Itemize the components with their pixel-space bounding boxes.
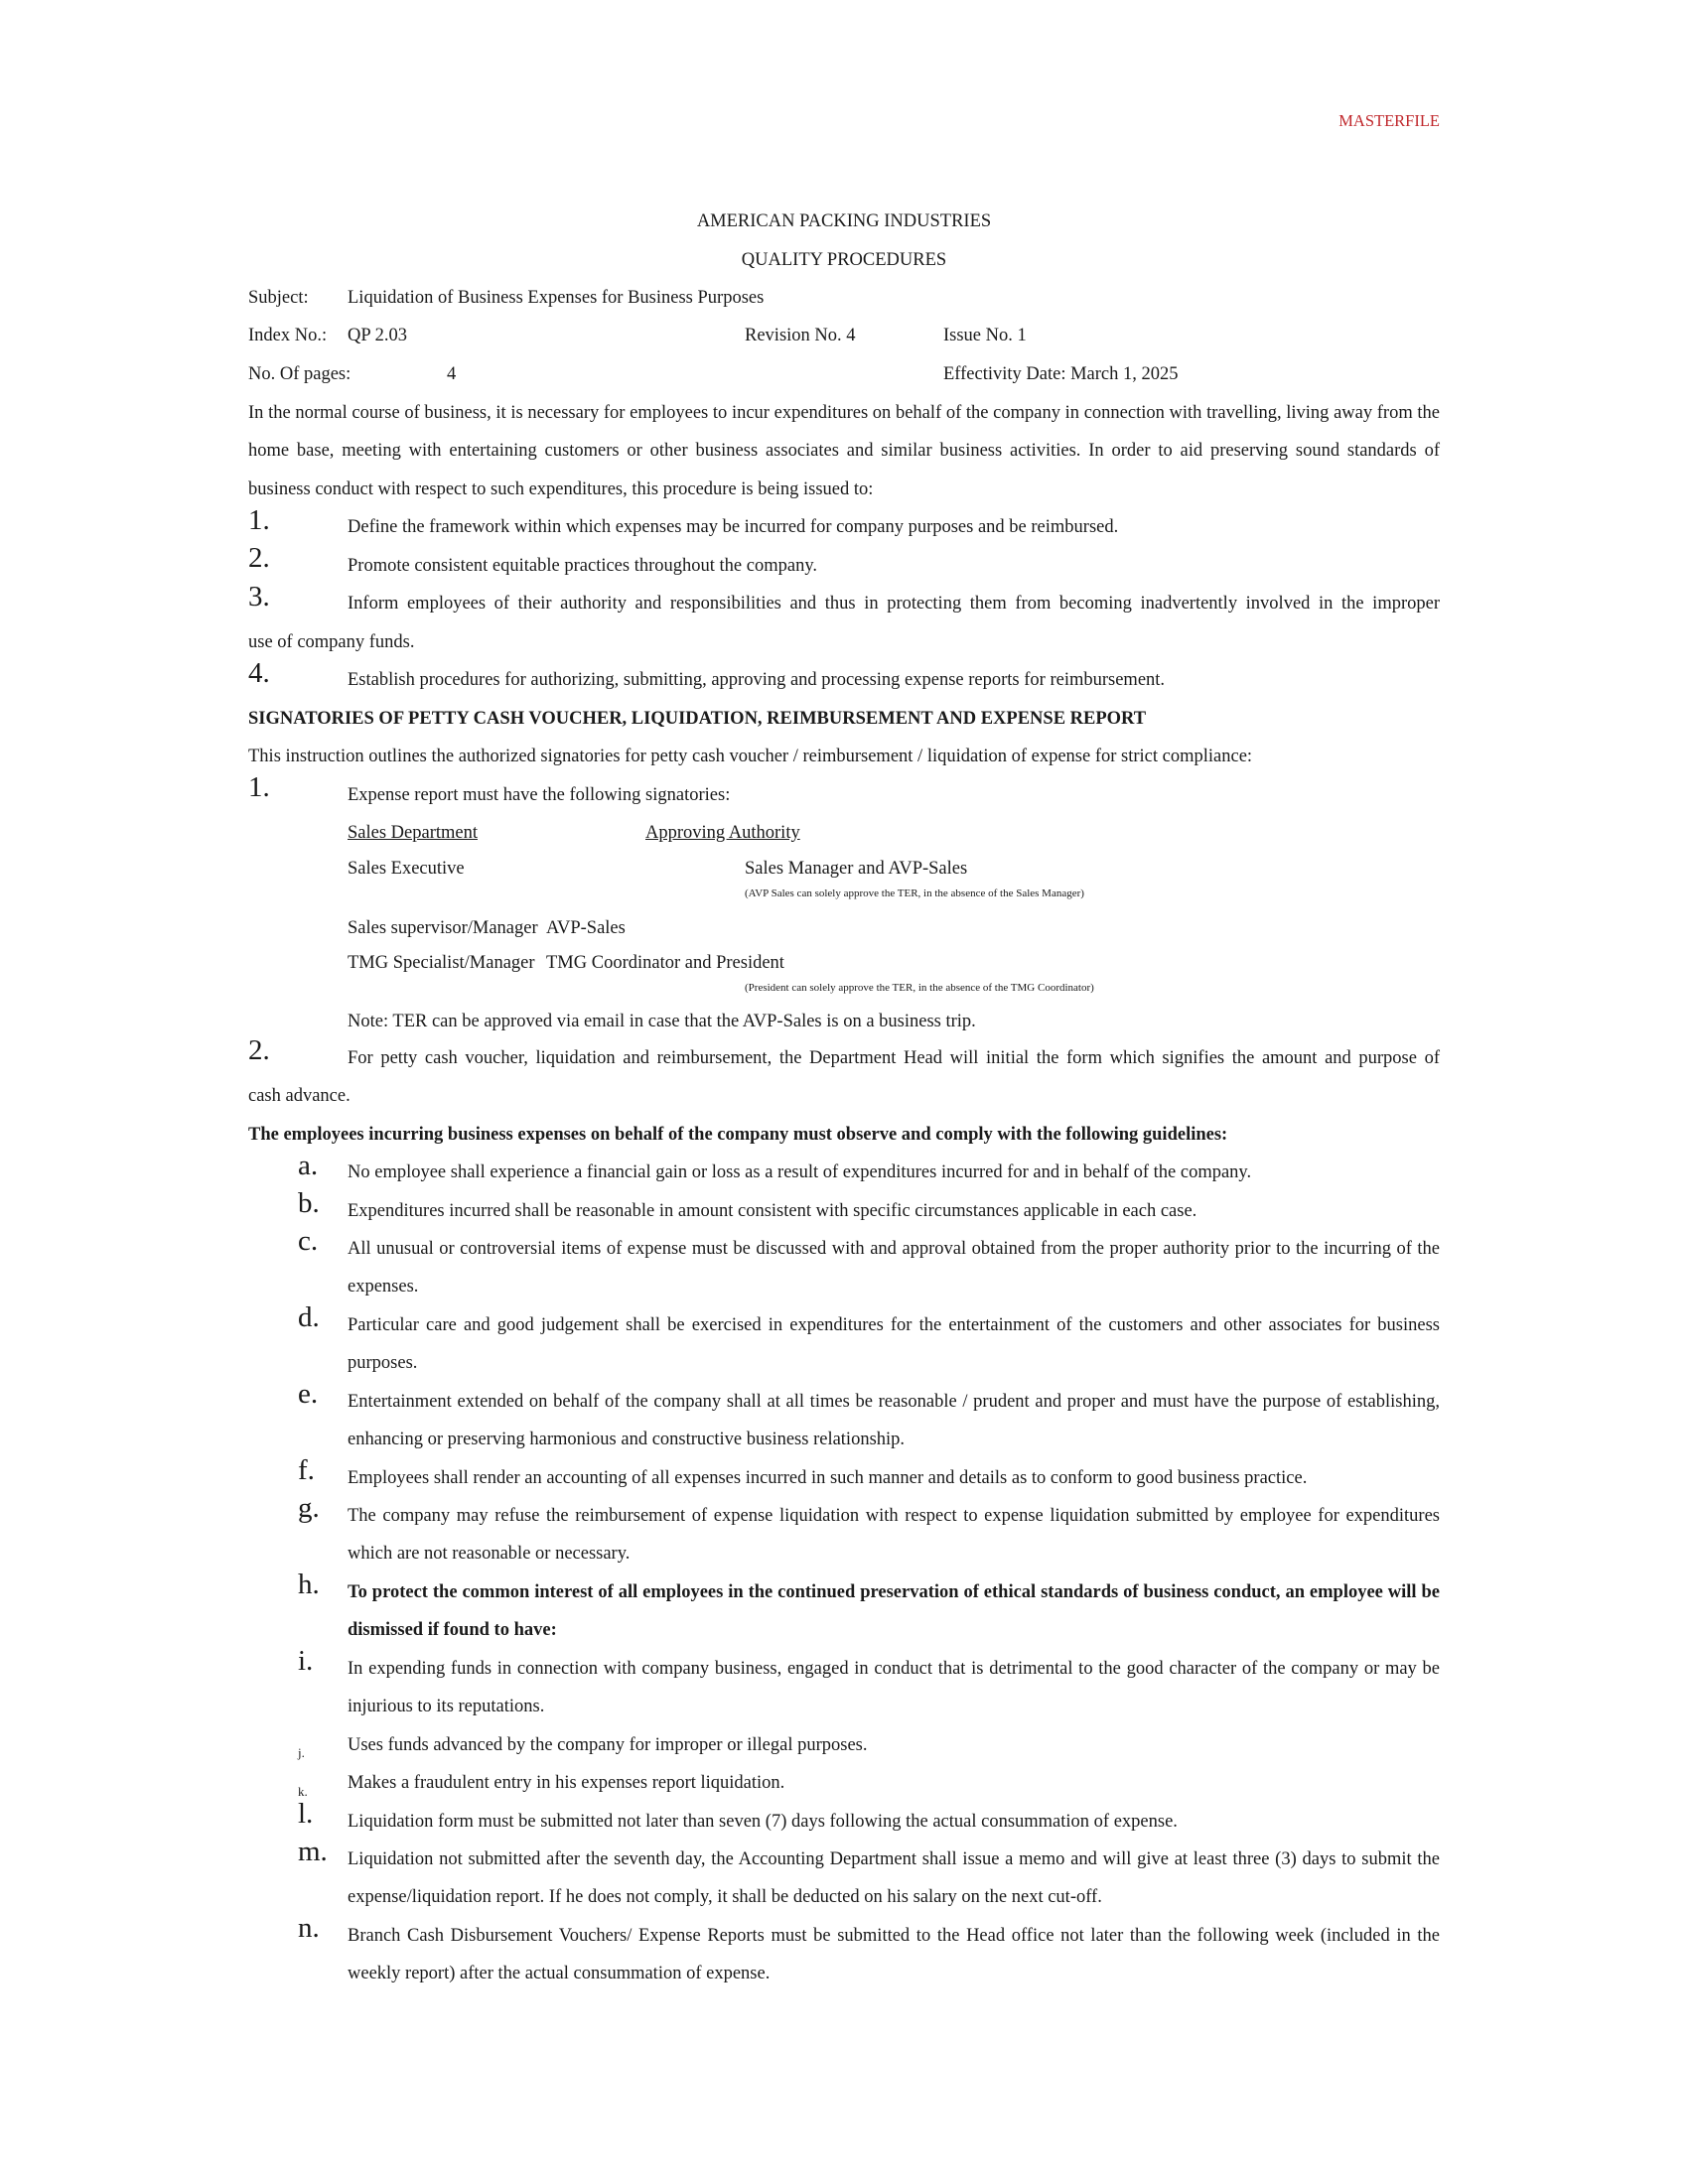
document-type: QUALITY PROCEDURES <box>741 250 947 270</box>
guideline-text: Liquidation form must be submitted not later than seven (7) days following the actual consummation of expense. <box>348 1812 1178 1832</box>
masterfile-label: MASTERFILE <box>1338 111 1440 130</box>
guideline-letter: d. <box>298 1301 320 1333</box>
index-value: QP 2.03 <box>348 326 407 345</box>
subject-label: Subject: <box>248 288 309 308</box>
guideline-letter: m. <box>298 1836 328 1867</box>
revision-number: Revision No. 4 <box>745 326 856 345</box>
signatory-department: Sales supervisor/Manager <box>348 918 538 938</box>
guideline-text: Entertainment extended on behalf of the company shall at all times be reasonable / prudent and proper and must have the purpose of establishing, enhancing or preserving harmonious and constructive business relationship. <box>348 1392 1440 1450</box>
guideline-letter: g. <box>298 1492 320 1524</box>
signatory-number: 2. <box>248 1034 270 1066</box>
guideline-text: Particular care and good judgement shall be exercised in expenditures for the entertainment of the customers and other associates for business purposes. <box>348 1315 1440 1374</box>
intro-paragraph: In the normal course of business, it is necessary for employees to incur expenditures on behalf of the company in connection with travelling, living away from the home base, meeting with entertaining customers or other business associates and similar business activities. In order to aid preserving sound standards of business conduct with respect to such expenditures, this procedure is being issued to: <box>248 403 1440 499</box>
purpose-text: Define the framework within which expenses may be incurred for company purposes and be reimbursed. <box>348 517 1119 537</box>
guideline-text: The company may refuse the reimbursement of expense liquidation with respect to expense liquidation submitted by employee for expenditures which are not reasonable or necessary. <box>348 1506 1440 1565</box>
signatories-intro: This instruction outlines the authorized signatories for petty cash voucher / reimbursement / liquidation of expense for strict compliance: <box>248 747 1253 766</box>
signatory-text-continued: cash advance. <box>248 1086 351 1106</box>
subject-value: Liquidation of Business Expenses for Business Purposes <box>348 288 765 308</box>
pages-value: 4 <box>447 364 457 384</box>
guideline-letter: a. <box>298 1150 319 1181</box>
signatory-text: For petty cash voucher, liquidation and reimbursement, the Department Head will initial the form which signifies the amount and purpose of <box>348 1048 1440 1068</box>
guideline-text: Expenditures incurred shall be reasonable in amount consistent with specific circumstances applicable in each case. <box>348 1201 1197 1221</box>
guidelines-heading: The employees incurring business expenses on behalf of the company must observe and comply with the following guidelines: <box>248 1125 1228 1145</box>
issue-number: Issue No. 1 <box>943 326 1027 345</box>
company-name: AMERICAN PACKING INDUSTRIES <box>696 211 992 231</box>
guideline-letter: n. <box>298 1912 320 1944</box>
guideline-text: All unusual or controversial items of expense must be discussed with and approval obtained from the proper authority prior to the incurring of the expenses. <box>348 1239 1440 1297</box>
purpose-text: Establish procedures for authorizing, submitting, approving and processing expense reports for reimbursement. <box>348 670 1166 690</box>
guideline-text: To protect the common interest of all employees in the continued preservation of ethical standards of business conduct, an employee will be dismissed if found to have: <box>348 1582 1440 1641</box>
signatory-authority: AVP-Sales <box>546 918 626 938</box>
guideline-letter: l. <box>298 1798 314 1830</box>
guideline-text: Branch Cash Disbursement Vouchers/ Expense Reports must be submitted to the Head office not later than the following week (included in the weekly report) after the actual consummation of expense. <box>348 1926 1440 1984</box>
guideline-letter: f. <box>298 1454 315 1486</box>
guideline-letter: h. <box>298 1569 320 1600</box>
guideline-text: Uses funds advanced by the company for improper or illegal purposes. <box>348 1735 868 1755</box>
guideline-letter: i. <box>298 1645 314 1677</box>
guideline-letter: j. <box>298 1745 305 1760</box>
purpose-text: Promote consistent equitable practices throughout the company. <box>348 556 817 576</box>
signatories-heading: SIGNATORIES OF PETTY CASH VOUCHER, LIQUIDATION, REIMBURSEMENT AND EXPENSE REPORT <box>248 709 1147 729</box>
signatory-department: Sales Executive <box>348 859 465 879</box>
signatory-department: TMG Specialist/Manager <box>348 953 535 973</box>
index-label: Index No.: <box>248 326 328 345</box>
guideline-text: Employees shall render an accounting of all expenses incurred in such manner and details as to conform to good business practice. <box>348 1468 1308 1488</box>
signatory-text: Expense report must have the following signatories: <box>348 785 731 805</box>
guideline-text: Liquidation not submitted after the seventh day, the Accounting Department shall issue a memo and will give at least three (3) days to submit the expense/liquidation report. If he does not comply, it shall be deducted on his salary on the next cut-off. <box>348 1849 1440 1908</box>
purpose-text-continued: use of company funds. <box>248 632 415 652</box>
signatory-footnote: (President can solely approve the TER, in the absence of the TMG Coordinator) <box>745 982 1094 994</box>
purpose-number: 3. <box>248 581 270 613</box>
purpose-text: Inform employees of their authority and responsibilities and thus in protecting them from becoming inadvertently involved in the improper <box>348 594 1440 614</box>
guideline-letter: c. <box>298 1225 319 1257</box>
effectivity-date: Effectivity Date: March 1, 2025 <box>943 364 1179 384</box>
guideline-letter: e. <box>298 1378 319 1410</box>
guideline-letter: b. <box>298 1187 320 1219</box>
purpose-number: 4. <box>248 657 270 689</box>
signatory-number: 1. <box>248 771 270 803</box>
signatory-note: Note: TER can be approved via email in case that the AVP-Sales is on a business trip. <box>348 1012 976 1031</box>
signatory-authority: Sales Manager and AVP-Sales <box>745 859 968 879</box>
guideline-text: Makes a fraudulent entry in his expenses report liquidation. <box>348 1773 785 1793</box>
column-header-authority: Approving Authority <box>645 823 800 843</box>
document-page <box>248 0 1440 2184</box>
pages-label: No. Of pages: <box>248 364 352 384</box>
guideline-letter: k. <box>298 1784 308 1799</box>
guideline-text: In expending funds in connection with company business, engaged in conduct that is detrimental to the good character of the company or may be injurious to its reputations. <box>348 1659 1440 1717</box>
signatory-authority: TMG Coordinator and President <box>546 953 784 973</box>
signatory-footnote: (AVP Sales can solely approve the TER, in the absence of the Sales Manager) <box>745 887 1084 899</box>
purpose-number: 2. <box>248 542 270 574</box>
column-header-department: Sales Department <box>348 823 478 843</box>
guideline-text: No employee shall experience a financial gain or loss as a result of expenditures incurred for and in behalf of the company. <box>348 1162 1252 1182</box>
purpose-number: 1. <box>248 504 270 536</box>
